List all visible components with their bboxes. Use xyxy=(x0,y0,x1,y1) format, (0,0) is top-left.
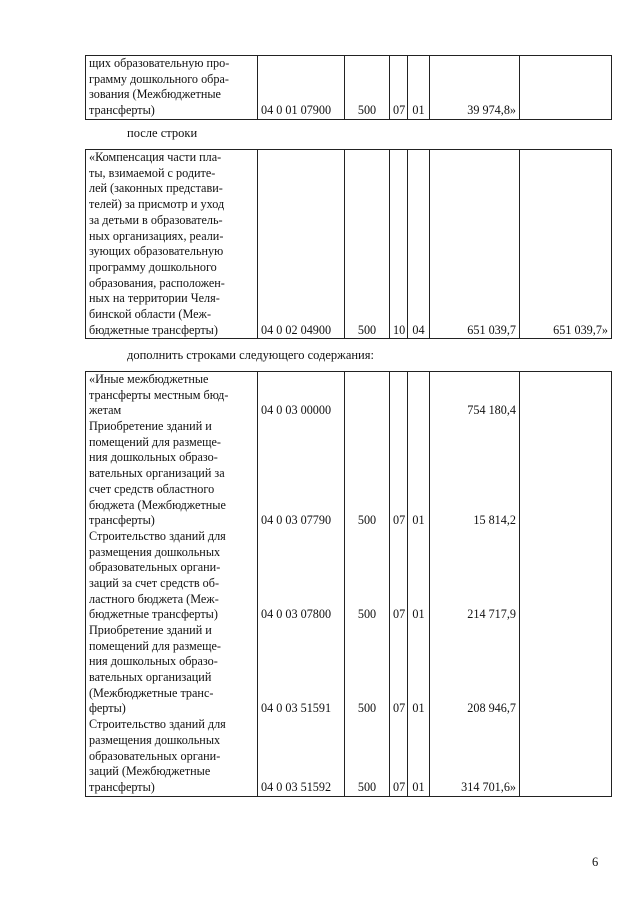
spacer xyxy=(261,498,341,514)
description-line: Приобретение зданий и xyxy=(89,623,212,637)
rows-subsection xyxy=(408,372,430,797)
description-line: ния дошкольных образо- xyxy=(89,654,218,669)
row-code: 04 0 03 00000 xyxy=(261,403,332,418)
spacer xyxy=(433,733,516,749)
spacer xyxy=(433,419,516,435)
spacer xyxy=(411,670,426,686)
spacer xyxy=(433,388,516,404)
description-line: ластного бюджета (Меж- xyxy=(89,591,219,606)
description-line: щих образовательную про- xyxy=(89,56,230,70)
spacer xyxy=(393,372,404,388)
description-line: Строительство зданий для xyxy=(89,717,226,732)
spacer xyxy=(348,560,386,576)
spacer xyxy=(393,623,404,639)
row-subsection xyxy=(411,403,426,419)
spacer xyxy=(411,450,426,466)
spacer xyxy=(393,435,404,451)
note-after-row: после строки xyxy=(127,126,198,140)
description-line: трансферты местным бюд- xyxy=(89,387,229,402)
spacer xyxy=(348,639,386,655)
spacer xyxy=(433,450,516,466)
spacer xyxy=(393,733,404,749)
spacer xyxy=(261,435,341,451)
spacer xyxy=(348,749,386,765)
spacer xyxy=(348,654,386,670)
budget-table-1 xyxy=(85,55,612,120)
spacer xyxy=(393,466,404,482)
spacer xyxy=(393,388,404,404)
spacer xyxy=(261,592,341,608)
description-line: ных на территории Челя- xyxy=(89,291,220,306)
spacer xyxy=(393,498,404,514)
spacer xyxy=(348,435,386,451)
spacer xyxy=(393,576,404,592)
spacer xyxy=(411,764,426,780)
description-line: Приобретение зданий и xyxy=(89,419,212,434)
spacer xyxy=(348,764,386,780)
spacer xyxy=(411,435,426,451)
spacer xyxy=(261,717,341,733)
spacer xyxy=(261,419,341,435)
spacer xyxy=(393,482,404,498)
spacer xyxy=(261,560,341,576)
spacer xyxy=(393,764,404,780)
spacer xyxy=(393,670,404,686)
spacer xyxy=(411,482,426,498)
row-section: 10 xyxy=(390,150,408,339)
description-line: «Компенсация части пла- xyxy=(89,150,222,164)
spacer xyxy=(261,749,341,765)
spacer xyxy=(411,749,426,765)
spacer xyxy=(261,670,341,686)
description-line: помещений для размеще- xyxy=(89,638,221,653)
row-vr: 500 xyxy=(345,150,390,339)
spacer xyxy=(348,498,386,514)
spacer xyxy=(393,749,404,765)
spacer xyxy=(411,639,426,655)
spacer xyxy=(261,529,341,545)
spacer xyxy=(261,545,341,561)
row-vr xyxy=(348,403,386,419)
spacer xyxy=(261,623,341,639)
spacer xyxy=(348,592,386,608)
row-section: 07 xyxy=(393,779,406,794)
spacer xyxy=(433,529,516,545)
rows-code xyxy=(258,372,345,797)
description-line: телей) за присмотр и уход xyxy=(89,197,225,212)
spacer xyxy=(348,733,386,749)
spacer xyxy=(411,419,426,435)
spacer xyxy=(411,388,426,404)
row-section: 07 xyxy=(393,607,406,622)
description-line: бюджетные трансферты) xyxy=(89,322,218,337)
row-section: 07 xyxy=(393,513,406,528)
description-line: бюджетные трансферты) xyxy=(89,607,218,622)
description-line: трансферты) xyxy=(89,513,155,528)
spacer xyxy=(433,560,516,576)
rows-section xyxy=(390,372,408,797)
row-code: 04 0 01 07900 xyxy=(258,56,345,120)
row-amount: 754 180,4 xyxy=(467,403,516,418)
spacer xyxy=(393,450,404,466)
description-line: трансферты) xyxy=(89,779,155,794)
rows-last-amount xyxy=(520,372,612,797)
description-line: зования (Межбюджетные xyxy=(89,87,221,102)
spacer xyxy=(348,372,386,388)
spacer xyxy=(411,717,426,733)
row-subsection: 01 xyxy=(412,701,425,716)
description-line: бюджета (Межбюджетные xyxy=(89,497,226,512)
row-code: 04 0 03 07800 xyxy=(261,607,332,622)
row-code: 04 0 03 51592 xyxy=(261,779,332,794)
row-last-amount xyxy=(520,56,612,120)
spacer xyxy=(433,749,516,765)
row-subsection: 01 xyxy=(408,56,430,120)
rows-vr xyxy=(345,372,390,797)
spacer xyxy=(261,466,341,482)
spacer xyxy=(433,482,516,498)
row-description xyxy=(86,56,258,120)
description-line: лей (законных представи- xyxy=(89,181,223,196)
spacer xyxy=(433,654,516,670)
spacer xyxy=(433,764,516,780)
row-amount: 39 974,8» xyxy=(430,56,520,120)
spacer xyxy=(411,545,426,561)
spacer xyxy=(393,686,404,702)
spacer xyxy=(433,686,516,702)
spacer xyxy=(411,686,426,702)
description-line: заций за счет средств об- xyxy=(89,575,220,590)
row-section: 07 xyxy=(390,56,408,120)
description-line: вательных организаций за xyxy=(89,466,225,481)
row-amount: 314 701,6» xyxy=(461,779,516,794)
row-amount: 208 946,7 xyxy=(467,701,516,716)
description-line: счет средств областного xyxy=(89,481,215,496)
spacer xyxy=(348,466,386,482)
spacer xyxy=(348,482,386,498)
spacer xyxy=(411,576,426,592)
row-amount: 651 039,7 xyxy=(430,150,520,339)
spacer xyxy=(348,419,386,435)
row-code: 04 0 02 04900 xyxy=(258,150,345,339)
spacer xyxy=(433,717,516,733)
spacer xyxy=(411,372,426,388)
row-vr: 500 xyxy=(357,513,377,528)
description-line: бинской области (Меж- xyxy=(89,307,212,322)
row-subsection: 01 xyxy=(412,607,425,622)
description-line: заций (Межбюджетные xyxy=(89,764,211,779)
rows-amount xyxy=(430,372,520,797)
description-line: ты, взимаемой с родите- xyxy=(89,165,216,180)
spacer xyxy=(261,576,341,592)
spacer xyxy=(348,529,386,545)
description-line: помещений для размеще- xyxy=(89,434,221,449)
spacer xyxy=(433,592,516,608)
description-line: ферты) xyxy=(89,701,126,716)
row-amount: 15 814,2 xyxy=(473,513,516,528)
description-line: образовательных органи- xyxy=(89,748,221,763)
spacer xyxy=(433,623,516,639)
row-vr: 500 xyxy=(345,56,390,120)
spacer xyxy=(348,623,386,639)
description-line: трансферты) xyxy=(89,103,155,118)
row-subsection: 01 xyxy=(412,779,425,794)
description-line: за детьми в образователь- xyxy=(89,212,223,227)
row-subsection: 01 xyxy=(412,513,425,528)
spacer xyxy=(261,733,341,749)
spacer xyxy=(393,592,404,608)
spacer xyxy=(411,529,426,545)
spacer xyxy=(411,733,426,749)
spacer xyxy=(393,545,404,561)
spacer xyxy=(433,670,516,686)
description-line: ния дошкольных образо- xyxy=(89,450,218,465)
spacer xyxy=(348,388,386,404)
description-line: (Межбюджетные транс- xyxy=(89,685,214,700)
spacer xyxy=(261,372,341,388)
budget-table-2 xyxy=(85,149,612,339)
spacer xyxy=(411,560,426,576)
spacer xyxy=(433,466,516,482)
spacer xyxy=(348,450,386,466)
page-number: 6 xyxy=(592,855,599,869)
spacer xyxy=(411,623,426,639)
spacer xyxy=(261,764,341,780)
description-line: размещения дошкольных xyxy=(89,732,221,747)
description-line: вательных организаций xyxy=(89,670,212,685)
spacer xyxy=(261,639,341,655)
description-line: грамму дошкольного обра- xyxy=(89,71,229,86)
rows-description xyxy=(86,372,258,797)
table-row xyxy=(86,56,612,120)
description-line: жетам xyxy=(89,403,122,418)
row-vr: 500 xyxy=(357,607,377,622)
note-add-rows: дополнить строками следующего содержания: xyxy=(127,348,374,362)
spacer xyxy=(411,654,426,670)
spacer xyxy=(433,498,516,514)
spacer xyxy=(393,529,404,545)
spacer xyxy=(348,717,386,733)
spacer xyxy=(348,576,386,592)
spacer xyxy=(433,545,516,561)
spacer xyxy=(393,560,404,576)
spacer xyxy=(393,419,404,435)
spacer xyxy=(411,466,426,482)
table-row xyxy=(86,150,612,339)
description-line: зующих образовательную xyxy=(89,244,224,259)
row-code: 04 0 03 51591 xyxy=(261,701,332,716)
row-code: 04 0 03 07790 xyxy=(261,513,332,528)
budget-table-3 xyxy=(85,371,612,797)
spacer xyxy=(261,654,341,670)
spacer xyxy=(348,545,386,561)
spacer xyxy=(261,482,341,498)
row-vr: 500 xyxy=(357,701,377,716)
row-subsection: 04 xyxy=(408,150,430,339)
row-section: 07 xyxy=(393,701,406,716)
spacer xyxy=(433,372,516,388)
description-line: размещения дошкольных xyxy=(89,544,221,559)
spacer xyxy=(433,576,516,592)
spacer xyxy=(261,686,341,702)
spacer xyxy=(393,639,404,655)
description-line: ных организациях, реали- xyxy=(89,228,224,243)
spacer xyxy=(433,435,516,451)
spacer xyxy=(393,717,404,733)
spacer xyxy=(393,654,404,670)
row-amount: 214 717,9 xyxy=(467,607,516,622)
description-line: программу дошкольного xyxy=(89,259,217,274)
row-vr: 500 xyxy=(357,779,377,794)
row-section xyxy=(393,403,404,419)
spacer xyxy=(261,388,341,404)
spacer xyxy=(411,498,426,514)
row-last-amount: 651 039,7» xyxy=(520,150,612,339)
description-line: образования, расположен- xyxy=(89,275,225,290)
spacer xyxy=(411,592,426,608)
description-line: «Иные межбюджетные xyxy=(89,372,209,386)
spacer xyxy=(348,670,386,686)
spacer xyxy=(433,639,516,655)
table-row xyxy=(86,372,612,797)
spacer xyxy=(261,450,341,466)
description-line: образовательных органи- xyxy=(89,560,221,575)
row-description xyxy=(86,150,258,339)
description-line: Строительство зданий для xyxy=(89,528,226,543)
spacer xyxy=(348,686,386,702)
